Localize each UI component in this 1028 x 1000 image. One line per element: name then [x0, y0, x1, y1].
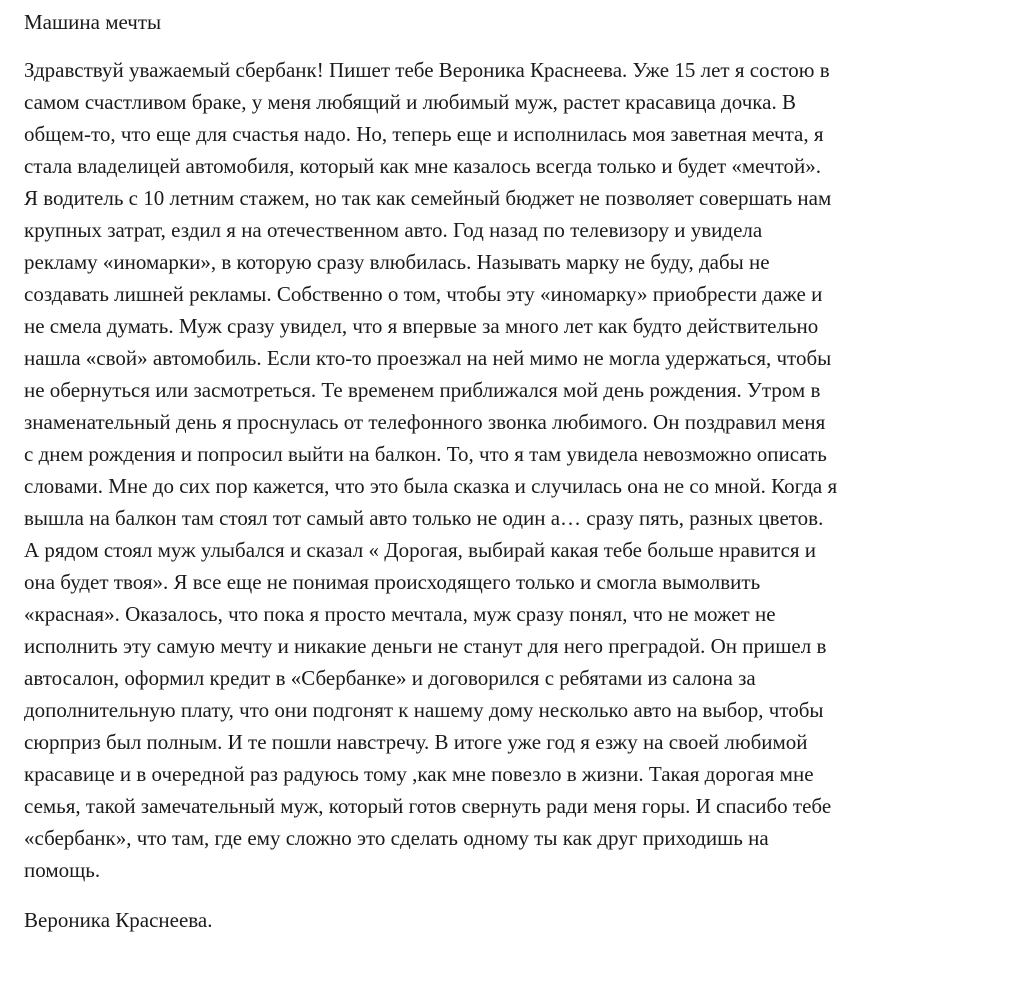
text-line: красавице и в очередной раз радуюсь тому ,как мне повезло в жизни. Такая дорогая мне	[24, 762, 814, 786]
text-line: сюрприз был полным. И те пошли навстречу. В итоге уже год я езжу на своей любимой	[24, 730, 808, 754]
document-page	[24, 6, 1004, 936]
text-line: крупных затрат, ездил я на отечественном авто. Год назад по телевизору и увидела	[24, 218, 763, 242]
text-line: общем-то, что еще для счастья надо. Но, теперь еще и исполнилась моя заветная мечта, я	[24, 122, 824, 146]
letter-body	[24, 54, 1004, 886]
text-line: с днем рождения и попросил выйти на балкон. То, что я там увидела невозможно описать	[24, 442, 827, 466]
document-title: Машина мечты	[24, 10, 162, 34]
text-line: стала владелицей автомобиля, который как мне казалось всегда только и будет «мечтой».	[24, 154, 821, 178]
text-line: А рядом стоял муж улыбался и сказал « Дорогая, выбирай какая тебе больше нравится и	[24, 538, 817, 562]
text-line: «сбербанк», что там, где ему сложно это сделать одному ты как друг приходишь на	[24, 826, 769, 850]
text-line: Здравствуй уважаемый сбербанк! Пишет тебе Вероника Краснеева. Уже 15 лет я состою в	[24, 58, 830, 82]
text-line: знаменательный день я проснулась от телефонного звонка любимого. Он поздравил меня	[24, 410, 826, 434]
text-line: не обернуться или засмотреться. Те временем приближался мой день рождения. Утром в	[24, 378, 821, 402]
text-line: «красная». Оказалось, что пока я просто мечтала, муж сразу понял, что не может не	[24, 602, 776, 626]
text-line: словами. Мне до сих пор кажется, что это была сказка и случилась она не со мной. Когда я	[24, 474, 838, 498]
text-line: вышла на балкон там стоял тот самый авто только не один а… сразу пять, разных цветов.	[24, 506, 824, 530]
signature: Вероника Краснеева.	[24, 908, 213, 932]
text-line: нашла «свой» автомобиль. Если кто-то проезжал на ней мимо не могла удержаться, чтобы	[24, 346, 832, 370]
text-line: семья, такой замечательный муж, который готов свернуть ради меня горы. И спасибо тебе	[24, 794, 832, 818]
text-line: создавать лишней рекламы. Собственно о том, чтобы эту «иномарку» приобрести даже и	[24, 282, 823, 306]
text-line: самом счастливом браке, у меня любящий и любимый муж, растет красавица дочка. В	[24, 90, 796, 114]
text-line: Я водитель с 10 летним стажем, но так как семейный бюджет не позволяет совершать нам	[24, 186, 832, 210]
text-line: рекламу «иномарки», в которую сразу влюбилась. Называть марку не буду, дабы не	[24, 250, 770, 274]
text-line: она будет твоя». Я все еще не понимая происходящего только и смогла вымолвить	[24, 570, 761, 594]
text-line: не смела думать. Муж сразу увидел, что я впервые за много лет как будто действительно	[24, 314, 819, 338]
text-line: автосалон, оформил кредит в «Сбербанке» и договорился с ребятами из салона за	[24, 666, 756, 690]
text-line: дополнительную плату, что они подгонят к нашему дому несколько авто на выбор, чтобы	[24, 698, 824, 722]
text-line: исполнить эту самую мечту и никакие деньги не станут для него преградой. Он пришел в	[24, 634, 827, 658]
text-line: помощь.	[24, 858, 101, 882]
